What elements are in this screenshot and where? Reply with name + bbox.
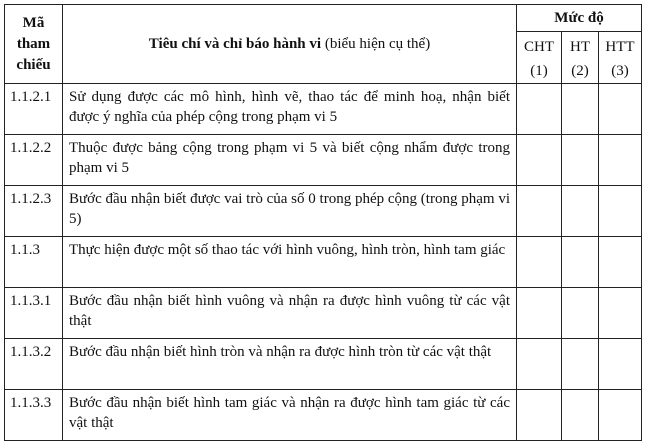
rating-cell-ht[interactable]	[562, 186, 599, 237]
header-ma-tham-chieu	[5, 5, 63, 84]
header-ma-line-3: chiếu	[16, 56, 51, 73]
table-row	[5, 339, 642, 390]
level-num: (3)	[611, 63, 629, 79]
criteria-table	[4, 4, 642, 441]
rating-cell-htt[interactable]	[599, 339, 642, 390]
row-code: 1.1.2.1	[5, 84, 63, 135]
header-muc-do: Mức độ	[517, 5, 642, 32]
header-ma-line-2: tham	[16, 35, 51, 52]
rating-cell-ht[interactable]	[562, 237, 599, 288]
rating-cell-cht[interactable]	[517, 135, 562, 186]
rating-cell-ht[interactable]	[562, 390, 599, 441]
level-num: (1)	[530, 63, 548, 79]
rating-cell-cht[interactable]	[517, 390, 562, 441]
table-row	[5, 186, 642, 237]
rating-cell-htt[interactable]	[599, 84, 642, 135]
rating-cell-ht[interactable]	[562, 84, 599, 135]
row-code: 1.1.2.3	[5, 186, 63, 237]
level-name: CHT	[524, 39, 554, 55]
table-row	[5, 237, 642, 288]
table-row	[5, 390, 642, 441]
rating-cell-htt[interactable]	[599, 135, 642, 186]
row-code: 1.1.2.2	[5, 135, 63, 186]
row-text: Thuộc được bảng cộng trong phạm vi 5 và biết cộng nhẩm được trong phạm vi 5	[63, 135, 517, 186]
rating-cell-ht[interactable]	[562, 339, 599, 390]
table-row	[5, 84, 642, 135]
level-name: HTT	[605, 39, 635, 55]
table-row	[5, 288, 642, 339]
rating-cell-ht[interactable]	[562, 288, 599, 339]
rating-cell-htt[interactable]	[599, 237, 642, 288]
rating-cell-cht[interactable]	[517, 237, 562, 288]
row-text: Bước đầu nhận biết được vai trò của số 0 trong phép cộng (trong phạm vi 5)	[63, 186, 517, 237]
header-level-cht	[517, 32, 562, 84]
row-code: 1.1.3	[5, 237, 63, 288]
header-ma-line-1: Mã	[22, 14, 45, 31]
table-row	[5, 135, 642, 186]
rating-cell-cht[interactable]	[517, 186, 562, 237]
rating-cell-ht[interactable]	[562, 135, 599, 186]
header-tieu-chi-normal: (biểu hiện cụ thể)	[321, 36, 431, 52]
level-num: (2)	[571, 63, 589, 79]
level-name: HT	[570, 39, 590, 55]
header-level-htt	[599, 32, 642, 84]
rating-cell-htt[interactable]	[599, 288, 642, 339]
header-level-ht	[562, 32, 599, 84]
row-text: Sử dụng được các mô hình, hình vẽ, thao tác để minh hoạ, nhận biết được ý nghĩa của phép cộng trong phạm vi 5	[63, 84, 517, 135]
rating-cell-cht[interactable]	[517, 339, 562, 390]
header-tieu-chi-bold: Tiêu chí và chỉ báo hành vi	[148, 36, 322, 52]
header-tieu-chi	[63, 5, 517, 84]
row-text: Bước đầu nhận biết hình tròn và nhận ra được hình tròn từ các vật thật	[63, 339, 517, 390]
rating-cell-htt[interactable]	[599, 186, 642, 237]
rating-cell-cht[interactable]	[517, 288, 562, 339]
row-code: 1.1.3.1	[5, 288, 63, 339]
rating-cell-htt[interactable]	[599, 390, 642, 441]
row-code: 1.1.3.2	[5, 339, 63, 390]
row-text: Thực hiện được một số thao tác với hình vuông, hình tròn, hình tam giác	[63, 237, 517, 288]
row-text: Bước đầu nhận biết hình vuông và nhận ra được hình vuông từ các vật thật	[63, 288, 517, 339]
rating-cell-cht[interactable]	[517, 84, 562, 135]
row-code: 1.1.3.3	[5, 390, 63, 441]
row-text: Bước đầu nhận biết hình tam giác và nhận ra được hình tam giác từ các vật thật	[63, 390, 517, 441]
